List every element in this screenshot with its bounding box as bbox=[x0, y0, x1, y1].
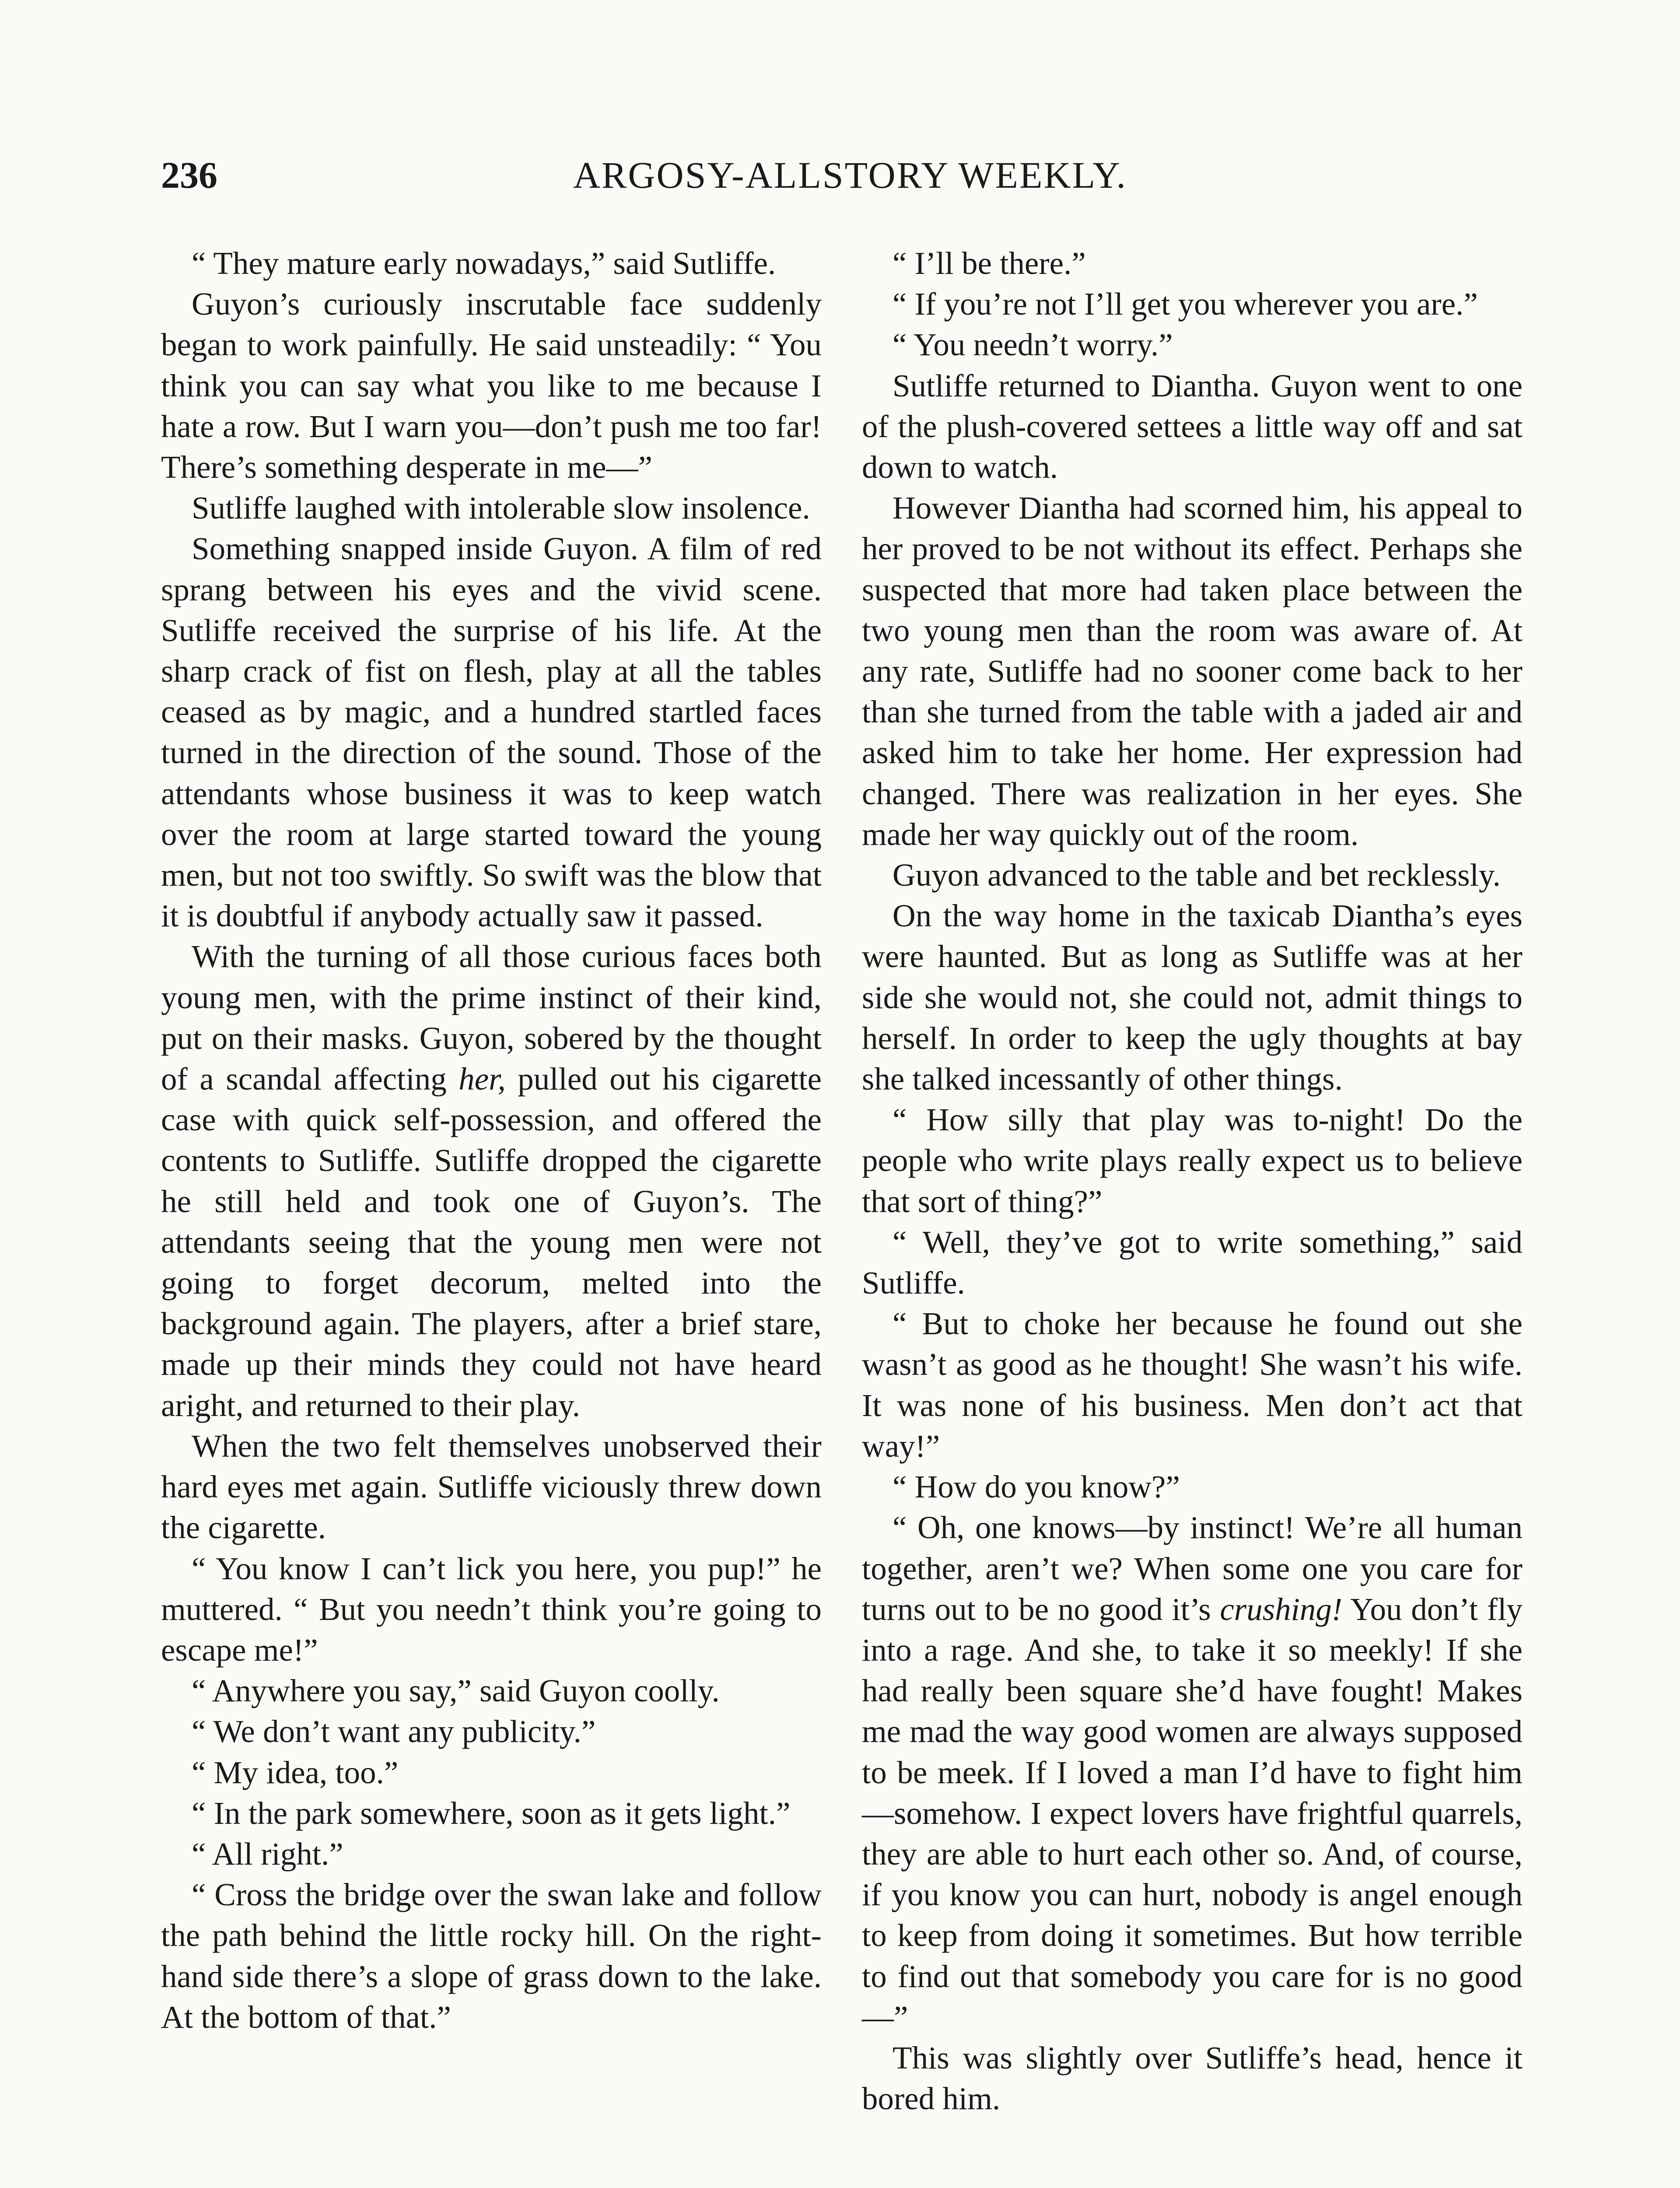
paragraph bbox=[862, 1507, 1522, 2037]
paragraph: Guyon advanced to the table and bet recklessly. bbox=[892, 857, 1501, 893]
italic-text: her, bbox=[458, 1061, 506, 1097]
text-run: You don’t fly into a rage. And she, to take it so meekly! If she had really been square she’d have fought! Makes me mad the way good women are always supposed to be meek. If I loved a man I’d have to fight him—somehow. I expect lovers have frightful quarrels, they are able to hurt each other so. And, of course, if you know you can hurt, nobody is angel enough to keep from doing it sometimes. But how terrible to find out that somebody you care for is no good—” bbox=[862, 1591, 1523, 2035]
paragraph: “ My idea, too.” bbox=[192, 1754, 399, 1790]
paragraph: “ You needn’t worry.” bbox=[892, 327, 1173, 363]
paragraph: Sutliffe laughed with intolerable slow insolence. bbox=[192, 490, 810, 526]
paragraph: “ We don’t want any publicity.” bbox=[192, 1714, 596, 1750]
paragraph: However Diantha had scorned him, his appeal to her proved to be not without its effect. Perhaps she suspected that more had taken place between the two young men than the room was aware of. At any rate, Sutliffe had no sooner come back to her than she turned from the table with a jaded air and asked him to take her home. Her expression had changed. There was realization in her eyes. She made her way quickly out of the room. bbox=[862, 490, 1522, 852]
paragraph: “ All right.” bbox=[192, 1836, 343, 1872]
running-head: ARGOSY-ALLSTORY WEEKLY. bbox=[573, 154, 1127, 196]
paragraph: On the way home in the taxicab Diantha’s eyes were haunted. But as long as Sutliffe was at her side she would not, she could not, admit things to herself. In order to keep the ugly thoughts at bay she talked incessantly of other things. bbox=[862, 898, 1522, 1097]
paragraph: “ Anywhere you say,” said Guyon coolly. bbox=[192, 1673, 720, 1709]
paragraph: When the two felt themselves unobserved their hard eyes met again. Sutliffe viciously threw down the cigarette. bbox=[161, 1428, 822, 1546]
paragraph: Guyon’s curiously inscrutable face suddenly began to work painfully. He said unsteadily: “ You think you can say what you like to me because I hate a row. But I warn you—don’t push me too far! There’s something desperate in me—” bbox=[161, 286, 822, 485]
italic-text: crushing! bbox=[1220, 1591, 1343, 1627]
paragraph: “ Cross the bridge over the swan lake and follow the path behind the little rocky hill. On the right-hand side there’s a slope of grass down to the lake. At the bottom of that.” bbox=[161, 1877, 822, 2035]
paragraph: “ In the park somewhere, soon as it gets light.” bbox=[192, 1795, 791, 1831]
paragraph: “ How silly that play was to-night! Do the people who write plays really expect us to believe that sort of thing?” bbox=[862, 1102, 1522, 1219]
paragraph: Sutliffe returned to Diantha. Guyon went to one of the plush-covered settees a little way off and sat down to watch. bbox=[862, 368, 1522, 485]
paragraph: Something snapped inside Guyon. A film of red sprang between his eyes and the vivid scene. Sutliffe received the surprise of his life. At the sharp crack of fist on flesh, play at all the tables ceased as by magic, and a hundred startled faces turned in the direction of the sound. Those of the attendants whose business it was to keep watch over the room at large started toward the young men, but not too swiftly. So swift was the blow that it is doubtful if anybody actually saw it passed. bbox=[161, 531, 822, 934]
paragraph: “ You know I can’t lick you here, you pup!” he muttered. “ But you needn’t think you’re going to escape me!” bbox=[161, 1550, 822, 1668]
page-number: 236 bbox=[161, 154, 217, 196]
text-run: “ Oh, one knows—by instinct! We’re all human together, aren’t we? When some one you care for turns out to be no good it’s bbox=[862, 1510, 1522, 1627]
paragraph: This was slightly over Sutliffe’s head, hence it bored him. bbox=[862, 2040, 1522, 2117]
text-run: pulled out his cigarette case with quick self-possession, and offered the contents to Sutliffe. Sutliffe dropped the cigarette he still held and took one of Guyon’s. The attendants seeing that the young men were not going to forget decorum, melted into the background again. The players, after a brief stare, made up their minds they could not have heard aright, and returned to their play. bbox=[161, 1061, 822, 1423]
paragraph bbox=[161, 936, 822, 1425]
right-column bbox=[862, 243, 1522, 2119]
text-run: With the turning of all those curious faces both young men, with the prime instinct of their kind, put on their masks. Guyon, sobered by the thought of a scandal affecting bbox=[161, 939, 822, 1097]
page-header bbox=[161, 149, 1539, 201]
paragraph: “ They mature early nowadays,” said Sutliffe. bbox=[192, 245, 776, 281]
paragraph: “ I’ll be there.” bbox=[892, 245, 1086, 281]
paragraph: “ If you’re not I’ll get you wherever you are.” bbox=[892, 286, 1478, 322]
left-column bbox=[161, 243, 822, 2037]
paragraph: “ But to choke her because he found out she wasn’t as good as he thought! She wasn’t his wife. It was none of his business. Men don’t act that way!” bbox=[862, 1306, 1522, 1464]
paragraph: “ How do you know?” bbox=[892, 1469, 1180, 1505]
paragraph: “ Well, they’ve got to write something,” said Sutliffe. bbox=[862, 1224, 1522, 1301]
